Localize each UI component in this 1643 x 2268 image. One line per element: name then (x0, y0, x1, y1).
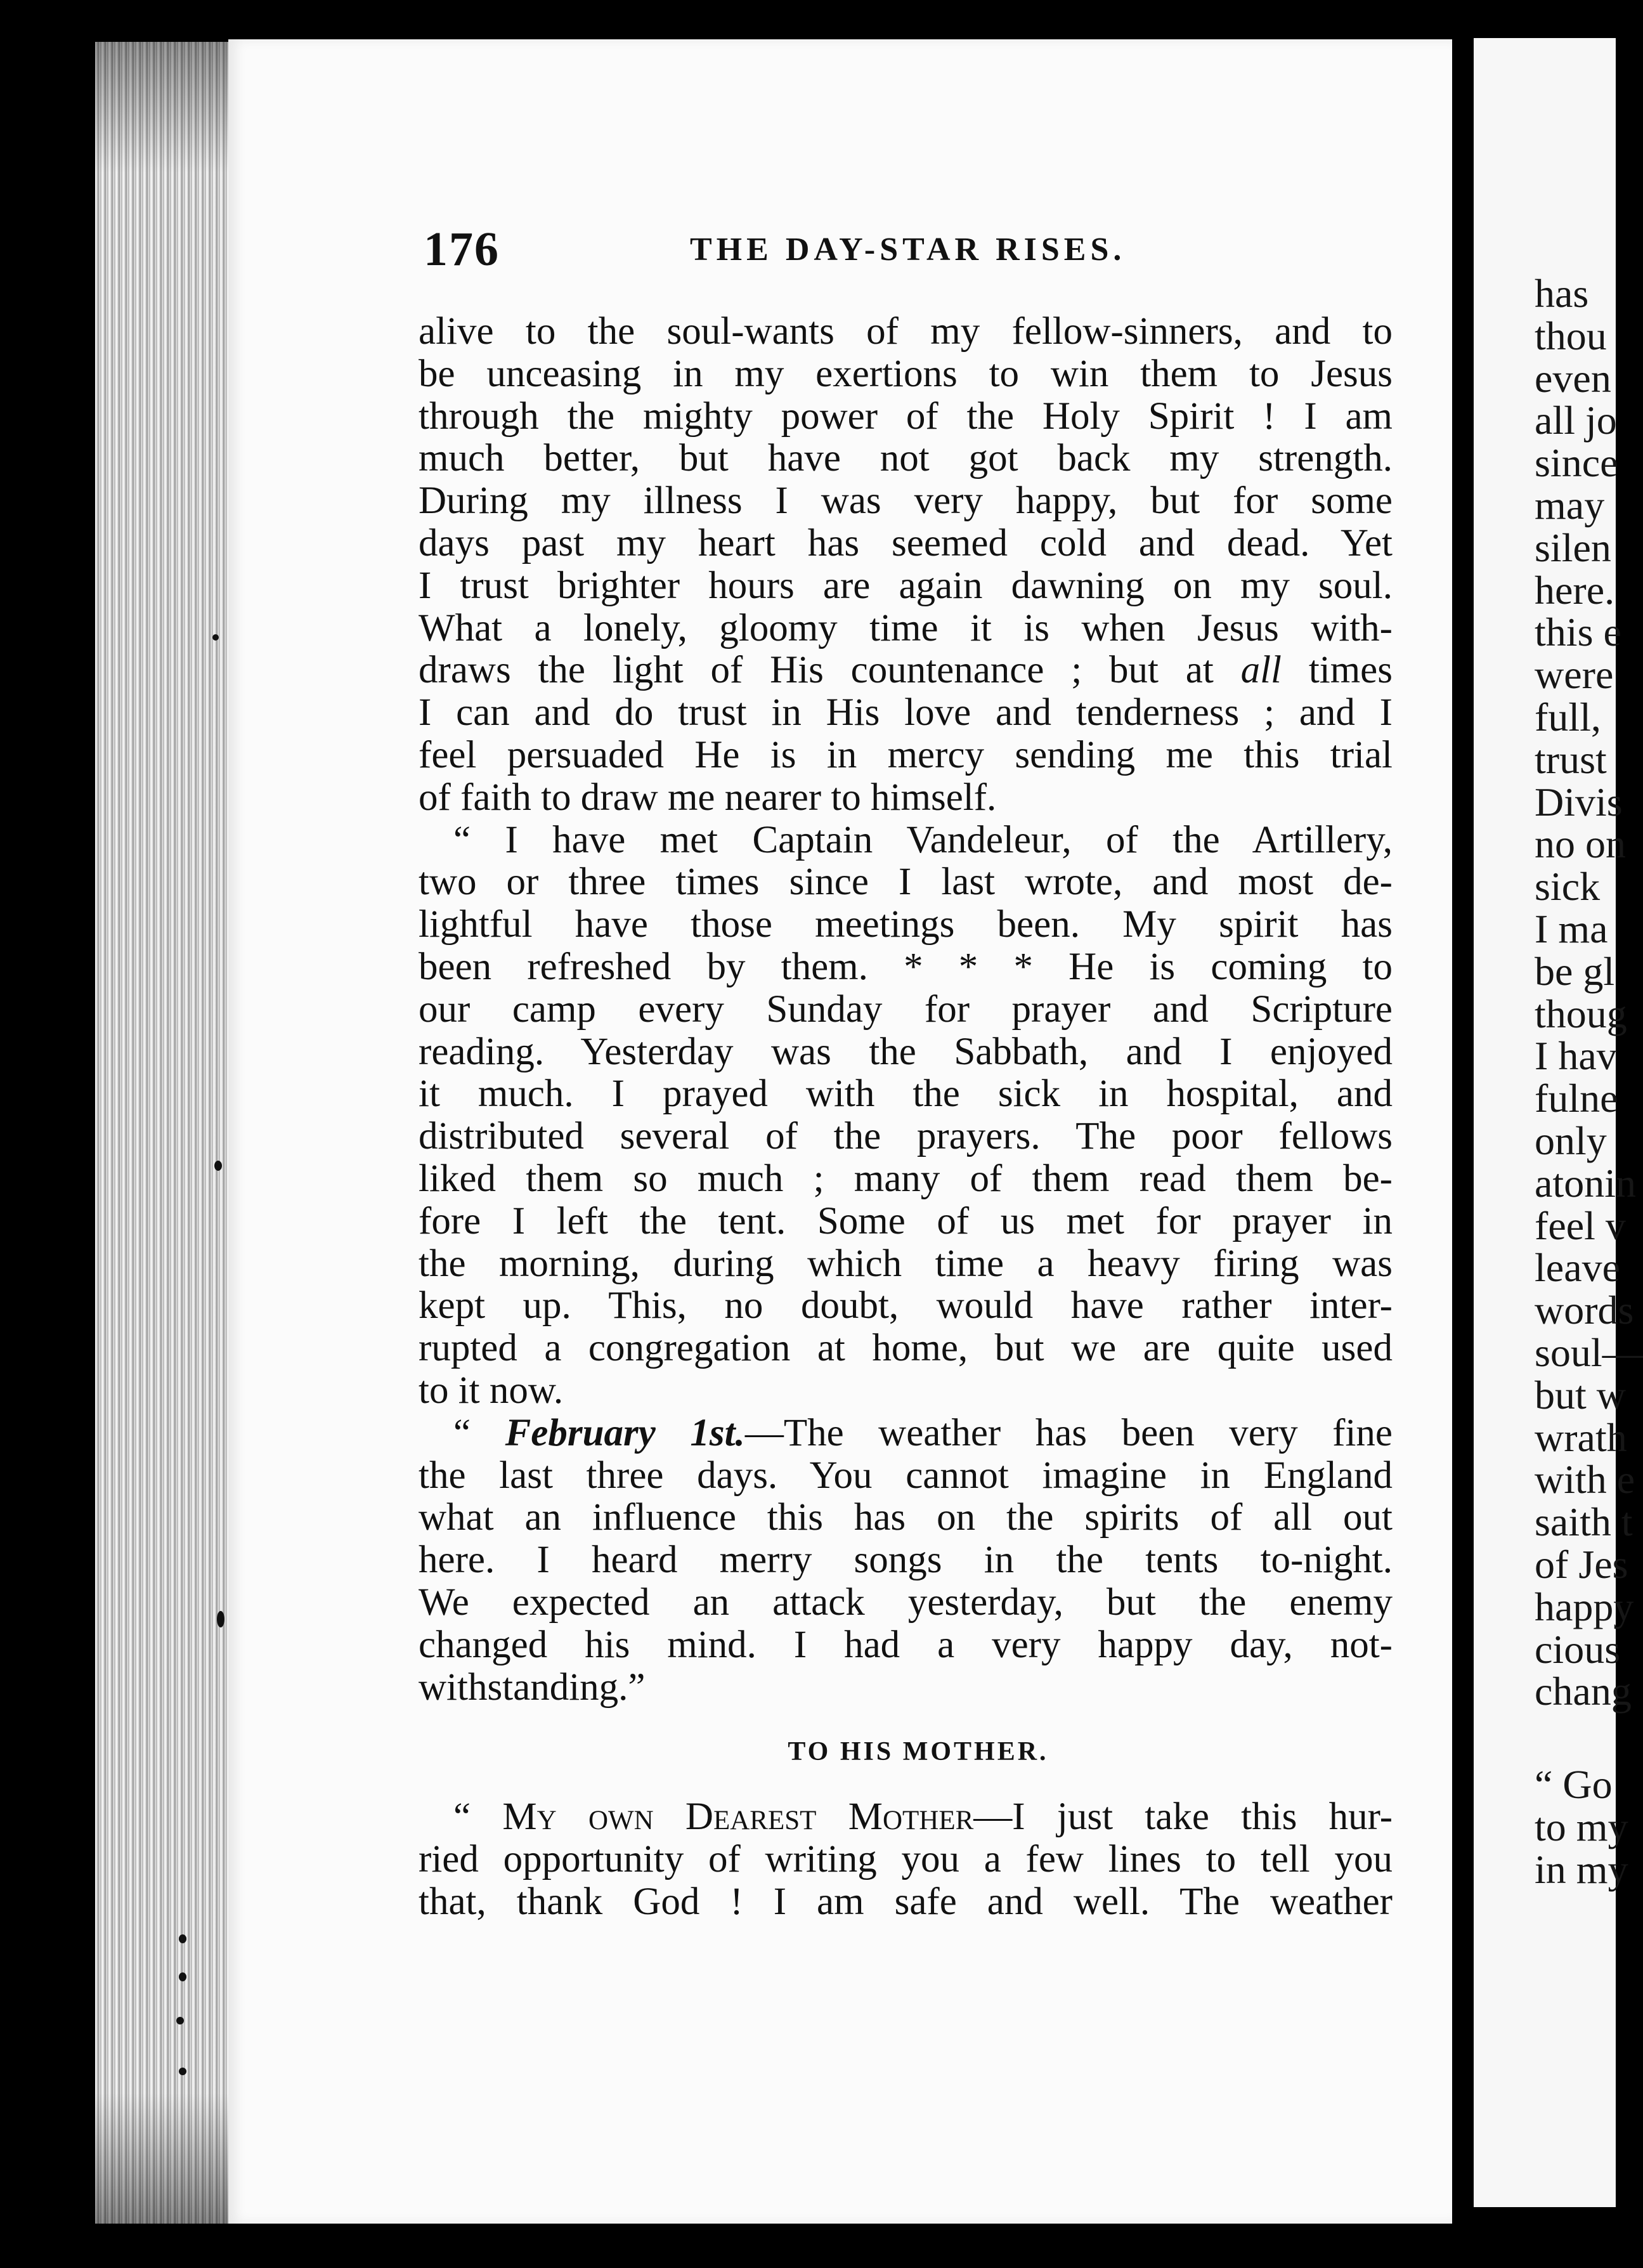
text-line: alive to the soul-wants of my fellow-sinners, and to (419, 310, 1393, 353)
text-line: of faith to draw me nearer to himself. (419, 776, 997, 819)
letter-opening (419, 1796, 1393, 1923)
facing-page-fragment: feel v (1535, 1202, 1626, 1248)
scan-speck (179, 1972, 186, 1981)
paragraph-1 (419, 311, 1393, 819)
facing-page-fragment: even (1535, 355, 1611, 401)
text-line: changed his mind. I had a very happy day, not- (419, 1623, 1393, 1666)
facing-page-fragment: all jo (1535, 398, 1617, 443)
text-line: fore I left the tent. Some of us met for prayer in (419, 1199, 1393, 1242)
scan-speck (217, 1611, 224, 1627)
paragraph-3 (419, 1412, 1393, 1709)
facing-page-fragment: were (1535, 652, 1614, 698)
facing-page-fragment: no on (1535, 821, 1626, 867)
facing-page-fragment: in my (1535, 1846, 1628, 1892)
facing-page-fragment: since (1535, 440, 1618, 486)
facing-page (1474, 38, 1643, 2207)
text-line: distributed several of the prayers. The poor fellows (419, 1115, 1393, 1158)
paragraph-2 (419, 819, 1393, 1412)
text-line: two or three times since I last wrote, and most de- (419, 861, 1393, 904)
facing-page-fragment: soul— (1535, 1330, 1643, 1375)
text-line: been refreshed by them. * * * He is coming to (419, 945, 1393, 988)
text-line: rupted a congregation at home, but we are quite used (419, 1327, 1393, 1370)
emphasis: all (1240, 649, 1282, 692)
scan-speck (179, 2068, 186, 2075)
text-line: days past my heart has seemed cold and dead. Yet (419, 521, 1393, 564)
book-fore-edge (95, 42, 231, 2224)
text-line: that, thank God ! I am safe and well. The weather (419, 1880, 1393, 1923)
facing-page-fragment: Divis (1535, 779, 1623, 824)
text-line: it much. I prayed with the sick in hospital, and (419, 1072, 1393, 1116)
text-line: ried opportunity of writing you a few lines to tell you (419, 1838, 1393, 1881)
facing-page-fragment: cious (1535, 1626, 1621, 1672)
scan-speck (214, 1161, 222, 1171)
facing-page-fragment: this e (1535, 609, 1621, 655)
facing-page-fragment: to my (1535, 1804, 1628, 1849)
text-line: through the mighty power of the Holy Spirit ! I am (419, 394, 1393, 438)
text-line: lightful have those meetings been. My spirit has (419, 903, 1393, 946)
line-rest: —I just take this hur- (973, 1796, 1393, 1839)
facing-page-fragment: full, (1535, 694, 1601, 740)
scan-speck (212, 634, 219, 641)
facing-page-fragment: but w (1535, 1372, 1626, 1418)
text-line: During my illness I was very happy, but for some (419, 479, 1393, 523)
facing-page-fragment: with e (1535, 1457, 1635, 1502)
scan-speck (179, 1934, 186, 1943)
text-line: We expected an attack yesterday, but the enemy (419, 1580, 1393, 1624)
page-body (419, 311, 1393, 1924)
facing-page-fragment: atonin (1535, 1160, 1636, 1206)
running-title: THE DAY-STAR RISES. (690, 231, 1126, 268)
text-line: the morning, during which time a heavy firing was (419, 1242, 1393, 1285)
text-line: I can and do trust in His love and tenderness ; and I (419, 691, 1393, 734)
facing-page-fragment: thou (1535, 313, 1607, 358)
facing-page-fragment: I ma (1535, 906, 1608, 951)
facing-page-fragment: happy (1535, 1584, 1634, 1629)
text-line: “ I have met Captain Vandeleur, of the Artillery, (453, 818, 1393, 861)
facing-page-fragment: has (1535, 271, 1589, 316)
section-heading: TO HIS MOTHER. (788, 1737, 1049, 1767)
date-label: February 1st. (505, 1411, 745, 1454)
text-line: What a lonely, gloomy time it is when Jesus with- (419, 606, 1393, 649)
text-line: to it now. (419, 1369, 564, 1412)
running-head (424, 222, 1413, 279)
text-line: the last three days. You cannot imagine in England (419, 1454, 1393, 1497)
salutation: My own Dearest Mother (502, 1796, 974, 1839)
scan-speck (176, 2017, 184, 2024)
facing-page-fragment: be gl (1535, 948, 1615, 994)
facing-page-fragment: sick (1535, 864, 1601, 909)
facing-page-fragment: words (1535, 1287, 1634, 1333)
text-line: withstanding.” (419, 1665, 646, 1709)
text-line: “ February 1st.—The weather has been very fine (453, 1411, 1393, 1454)
page-number: 176 (424, 223, 500, 276)
text-line: feel persuaded He is in mercy sending me this trial (419, 733, 1393, 776)
text-line: much better, but have not got back my strength. (419, 437, 1393, 480)
facing-page-fragment: I hav (1535, 1033, 1617, 1079)
facing-page-fragment: here. (1535, 567, 1615, 613)
facing-page-fragment: silen (1535, 525, 1611, 570)
facing-page-fragment: “ Go (1535, 1762, 1613, 1808)
facing-page-fragment: saith t (1535, 1499, 1633, 1545)
text-line: liked them so much ; many of them read them be- (419, 1157, 1393, 1200)
line-rest: —The weather has been very fine (744, 1411, 1393, 1454)
text-line: draws the light of His countenance ; but at all times (419, 649, 1393, 692)
page-gutter (1452, 25, 1474, 2245)
text-line: what an influence this has on the spirits of all out (419, 1496, 1393, 1539)
facing-page-fragment: may (1535, 483, 1605, 528)
text-line: kept up. This, no doubt, would have rather inter- (419, 1284, 1393, 1327)
facing-page-fragment: leave (1535, 1245, 1620, 1291)
facing-page-fragment: chang (1535, 1669, 1632, 1714)
text-line: I trust brighter hours are again dawning on my soul. (419, 564, 1393, 607)
text-line: our camp every Sunday for prayer and Scripture (419, 987, 1393, 1031)
facing-page-fragment: fulne (1535, 1076, 1618, 1121)
facing-page-fragment: trust (1535, 736, 1607, 782)
text-line: “ My own Dearest Mother—I just take this hur- (453, 1796, 1393, 1839)
facing-page-fragment: only (1535, 1118, 1607, 1163)
facing-page-fragment: wrath (1535, 1414, 1627, 1460)
facing-page-fragment: thoug (1535, 991, 1627, 1036)
text-line: here. I heard merry songs in the tents to-night. (419, 1539, 1393, 1582)
text-line: be unceasing in my exertions to win them to Jesus (419, 352, 1393, 395)
text-line: reading. Yesterday was the Sabbath, and I enjoyed (419, 1030, 1393, 1073)
facing-page-fragment: of Jes (1535, 1542, 1628, 1587)
